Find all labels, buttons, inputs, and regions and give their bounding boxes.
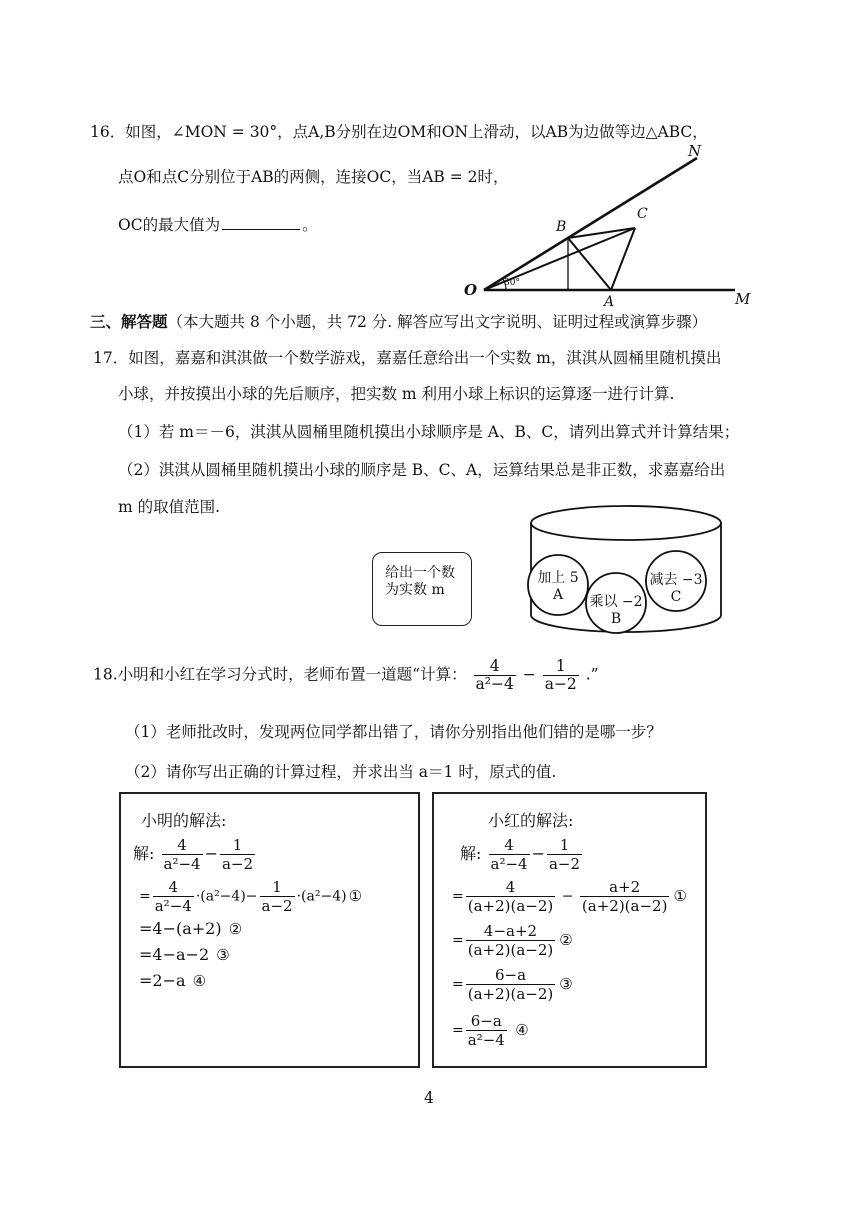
section-3-note: （本大题共 8 个小题，共 72 分. 解答应写出文字说明、证明过程或演算步骤） xyxy=(167,313,708,331)
q18-intro xyxy=(93,658,599,693)
section-3-title: 三、解答题 xyxy=(90,312,168,331)
xiaoming-step-1: = $\frac{4}{\text{a²−4}}$ ·(a²−4)− $\frac{1}{a-2}$ ·(a²−4) ① xyxy=(139,878,363,915)
page-number: 4 xyxy=(424,1089,434,1107)
q17-part2b: m 的取值范围. xyxy=(118,498,221,516)
ray-on xyxy=(484,158,697,290)
q17-line2: 小球，并按摸出小球的先后顺序，把实数 m 利用小球上标识的运算逐一进行计算. xyxy=(118,385,675,403)
label-m: M xyxy=(735,290,751,308)
label-n: N xyxy=(688,142,702,160)
step-marker: ③ xyxy=(216,946,230,964)
card-line2: 为实数 m xyxy=(385,582,445,598)
step-marker: ④ xyxy=(192,972,207,990)
xiaoming-title: 小明的解法: xyxy=(141,811,227,830)
q17-part2a: （2）淇淇从圆桶里随机摸出小球的顺序是 B、C、A，运算结果总是非正数，求嘉嘉给出 xyxy=(118,461,726,479)
xiaoming-solution-box xyxy=(119,792,420,1068)
q16-line3-pre: OC的最大值为 xyxy=(118,216,221,234)
xiaoming-step-3: =4−a−2 ③ xyxy=(139,945,230,964)
label-angle: 30° xyxy=(504,278,520,288)
xiaohong-step-3: = $\frac{6-a}{(a+2)(a-2)}$ ③ xyxy=(452,966,573,1003)
ball-b-op: 乘以 −2 xyxy=(589,594,643,610)
xiaohong-title: 小红的解法: xyxy=(488,811,574,830)
ball-c-name: C xyxy=(670,589,682,605)
q18-fraction-2: $\frac{1}{a-2}$ xyxy=(544,657,577,693)
xiaohong-step-4: = $\frac{6-a}{\text{a²−4}}$ ④ xyxy=(452,1012,529,1049)
q18-minus: − xyxy=(522,665,536,684)
step-marker: ③ xyxy=(559,974,573,993)
xiaoming-line-0: 解: $\frac{4}{\text{a²−4}}$ − $\frac{1}{a-2}$ xyxy=(133,836,254,873)
q18-intro-post: .” xyxy=(585,665,599,684)
ball-c-op: 减去 −3 xyxy=(649,572,703,588)
q18-part1: （1）老师批改时，发现两位同学都出错了，请你分别指出他们错的是哪一步？ xyxy=(125,723,662,741)
step-marker: ② xyxy=(559,930,573,949)
q18-part2: （2）请你写出正确的计算过程，并求出当 a＝1 时，原式的值. xyxy=(125,763,557,781)
q16-line1: 16．如图，∠MON = 30°，点A,B分别在边OM和ON上滑动，以AB为边做等边△ABC， xyxy=(90,123,708,141)
ball-c xyxy=(641,572,711,606)
step-marker: ④ xyxy=(515,1020,529,1039)
step-marker: ① xyxy=(673,886,687,905)
q18-fraction-1: $\frac{4}{\text{a²−4}}$ xyxy=(475,657,514,693)
q16-line3-post: 。 xyxy=(302,216,318,234)
step-marker: ② xyxy=(228,920,243,938)
section-3-heading xyxy=(90,312,707,332)
q16-geometry-figure xyxy=(0,0,860,330)
xiaohong-line-0: 解: $\frac{4}{\text{a²−4}}$ − $\frac{1}{a-2}$ xyxy=(460,836,581,873)
label-b: B xyxy=(556,219,567,235)
label-a: A xyxy=(604,294,615,310)
q17-line1: 17．如图，嘉嘉和淇淇做一个数学游戏，嘉嘉任意给出一个实数 m，淇淇从圆桶里随机摸出 xyxy=(93,349,722,367)
ball-a-name: A xyxy=(552,587,564,603)
xiaoming-step-2: =4−(a+2) ② xyxy=(139,919,243,938)
q17-part1: （1）若 m＝－6，淇淇从圆桶里随机摸出小球顺序是 A、B、C，请列出算式并计算结果； xyxy=(118,423,740,441)
number-card xyxy=(372,552,472,626)
ball-a-op: 加上 5 xyxy=(537,570,579,586)
xiaohong-solution-box xyxy=(432,792,707,1068)
xiaoming-step-4: =2−a ④ xyxy=(139,971,207,990)
q16-line2: 点O和点C分别位于AB的两侧，连接OC，当AB = 2时， xyxy=(118,168,509,186)
step-marker: ① xyxy=(348,886,363,905)
card-line1: 给出一个数 xyxy=(385,565,455,581)
xiaohong-step-1: = $\frac{4}{(a+2)(a-2)}$ − $\frac{a+2}{(a+2)(a-2)}$ ① xyxy=(452,878,687,915)
xiaohong-step-2: = $\frac{4-a+2}{(a+2)(a-2)}$ ② xyxy=(452,922,573,959)
ball-b-name: B xyxy=(610,611,622,627)
label-c: C xyxy=(637,206,648,222)
q18-intro-pre: 18.小明和小红在学习分式时，老师布置一道题“计算： xyxy=(93,665,467,684)
label-o: O xyxy=(464,281,478,299)
